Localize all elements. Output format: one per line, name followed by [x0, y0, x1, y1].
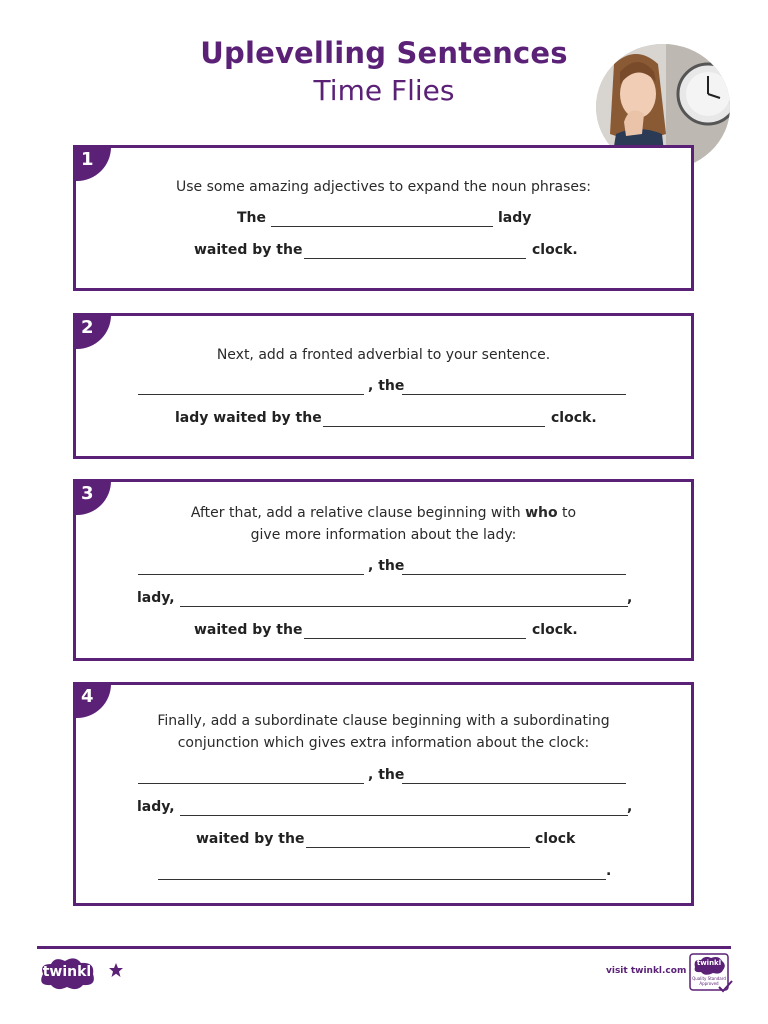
- sentence-line: [76, 378, 691, 398]
- answer-blank[interactable]: [138, 394, 364, 395]
- sentence-word: waited by the: [194, 622, 303, 638]
- answer-blank[interactable]: [180, 815, 628, 816]
- sentence-word: , the: [368, 767, 405, 783]
- instruction-text: Use some amazing adjectives to expand the noun phrases:: [175, 179, 591, 195]
- section-number-badge: 1: [73, 145, 111, 181]
- section-number-badge: 3: [73, 479, 111, 515]
- twinkl-logo[interactable]: [37, 956, 97, 990]
- sentence-word: lady waited by the: [175, 410, 322, 426]
- answer-blank[interactable]: [138, 783, 364, 784]
- quality-standard-badge: [689, 953, 733, 993]
- answer-blank[interactable]: [304, 258, 526, 259]
- sentence-word: , the: [368, 558, 405, 574]
- answer-blank[interactable]: [402, 574, 626, 575]
- sentence-line: [76, 242, 691, 262]
- sentence-word: clock: [535, 831, 576, 847]
- sentence-word: clock.: [532, 242, 578, 258]
- instruction-part: to: [557, 505, 577, 521]
- answer-blank[interactable]: [158, 879, 606, 880]
- sentence-word: lady,: [137, 590, 175, 606]
- exercise-box-1: [73, 145, 694, 291]
- badge-text-2: Approved: [699, 981, 719, 986]
- answer-blank[interactable]: [402, 394, 626, 395]
- exercise-box-4: [73, 682, 694, 906]
- badge-text-1: Quality Standard: [692, 976, 726, 981]
- instruction-line: conjunction which gives extra information about the clock:: [177, 735, 590, 751]
- exercise-box-2: [73, 313, 694, 459]
- instruction-bold-word: who: [525, 505, 558, 521]
- answer-blank[interactable]: [304, 638, 526, 639]
- instruction-part: give more information about the lady:: [250, 527, 517, 543]
- answer-blank[interactable]: [180, 606, 628, 607]
- sentence-word: , the: [368, 378, 405, 394]
- sentence-line: [76, 622, 691, 642]
- page-subtitle: Time Flies: [313, 74, 455, 107]
- sentence-line: [76, 799, 691, 819]
- sentence-line: [76, 863, 691, 883]
- sentence-line: [76, 410, 691, 430]
- sentence-line: [76, 767, 691, 787]
- answer-blank[interactable]: [402, 783, 626, 784]
- sentence-word: ,: [627, 590, 633, 606]
- instruction-text: [76, 710, 691, 754]
- sentence-line: [76, 831, 691, 851]
- sentence-word: lady: [498, 210, 532, 226]
- answer-blank[interactable]: [306, 847, 530, 848]
- answer-blank[interactable]: [271, 226, 493, 227]
- badge-brand-text: twinkl: [696, 959, 722, 967]
- answer-blank[interactable]: [323, 426, 545, 427]
- exercise-box-3: [73, 479, 694, 661]
- instruction-part: After that, add a relative clause beginning with: [190, 505, 526, 521]
- sentence-word: .: [606, 863, 612, 879]
- footer-divider: [37, 946, 731, 949]
- sentence-word: ,: [627, 799, 633, 815]
- sentence-word: The: [237, 210, 267, 226]
- sentence-word: clock.: [551, 410, 597, 426]
- sentence-word: waited by the: [196, 831, 305, 847]
- star-icon: [108, 962, 124, 982]
- sentence-line: [76, 210, 691, 230]
- visit-twinkl-link[interactable]: visit twinkl.com: [606, 966, 687, 976]
- sentence-word: waited by the: [194, 242, 303, 258]
- sentence-line: [76, 558, 691, 578]
- sentence-word: clock.: [532, 622, 578, 638]
- answer-blank[interactable]: [138, 574, 364, 575]
- instruction-text: [76, 502, 691, 546]
- instruction-text: Next, add a fronted adverbial to your sentence.: [216, 347, 551, 363]
- section-number-badge: 2: [73, 313, 111, 349]
- instruction-line: Finally, add a subordinate clause beginning with a subordinating: [157, 713, 610, 729]
- sentence-line: [76, 590, 691, 610]
- sentence-word: lady,: [137, 799, 175, 815]
- twinkl-logo-text: twinkl: [42, 964, 92, 980]
- page-title: Uplevelling Sentences: [200, 36, 568, 70]
- section-number-badge: 4: [73, 682, 111, 718]
